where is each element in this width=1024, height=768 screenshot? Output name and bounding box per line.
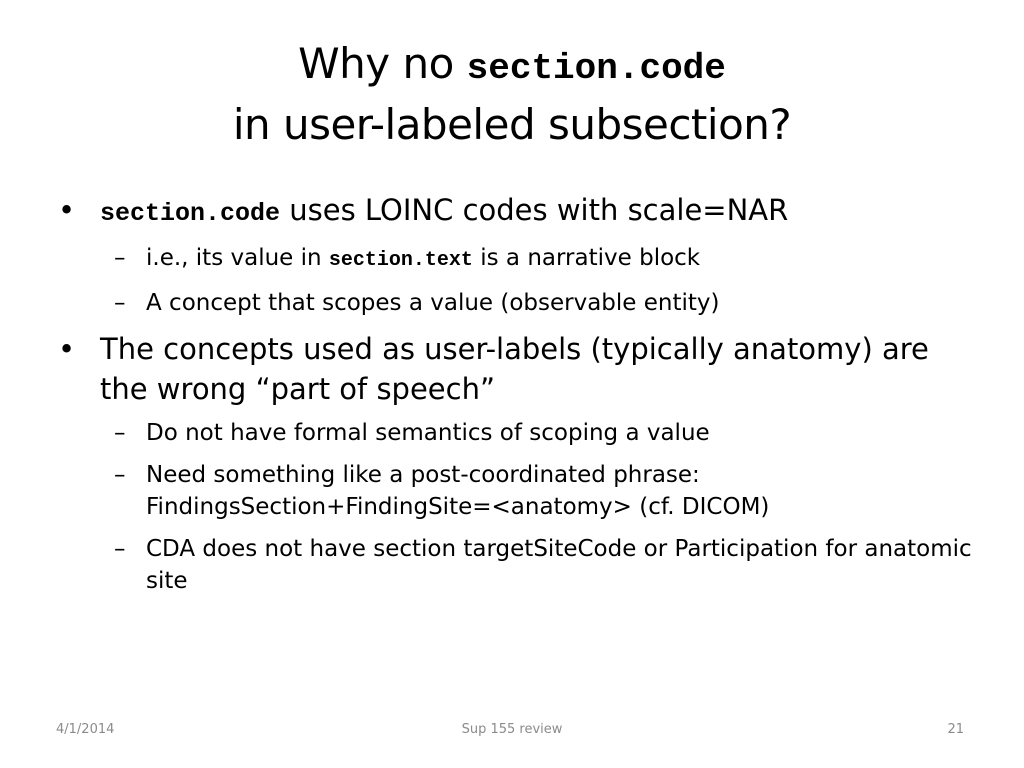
title-code: section.code <box>466 48 726 89</box>
bullet-code: section.code <box>100 199 281 228</box>
bullet-item-2 <box>56 329 976 409</box>
dash-marker: – <box>114 420 126 446</box>
title-line-1 <box>0 36 1024 97</box>
footer-date: 4/1/2014 <box>56 722 115 737</box>
bullet-text: uses LOINC codes with scale=NAR <box>280 193 789 227</box>
sub-bullet-2-3 <box>56 533 976 597</box>
bullet-text: The concepts used as user-labels (typically anatomy) are the wrong “part of speech” <box>100 332 929 406</box>
sub-bullet-1-2 <box>56 287 976 319</box>
sub-bullet-code: section.text <box>328 249 473 272</box>
bullet-list <box>56 190 976 607</box>
sub-bullet-line-2: FindingsSection+FindingSite=<anatomy> (cf. DICOM) <box>146 494 770 520</box>
title-line-2: in user-labeled subsection? <box>232 100 792 149</box>
title-prefix: Why no <box>298 39 467 88</box>
sub-bullet-2-1 <box>56 417 976 449</box>
footer-page-number: 21 <box>947 722 964 737</box>
bullet-marker: • <box>58 193 76 227</box>
slide-title <box>0 36 1024 153</box>
sub-bullet-text: Do not have formal semantics of scoping a value <box>146 420 710 446</box>
sub-bullet-line-1: Need something like a post-coordinated phrase: <box>146 462 700 488</box>
sub-bullet-1-1 <box>56 242 976 277</box>
footer-title: Sup 155 review <box>461 722 563 737</box>
sub-bullet-suffix: is a narrative block <box>472 245 701 271</box>
bullet-item-1 <box>56 190 976 234</box>
dash-marker: – <box>114 245 126 271</box>
bullet-marker: • <box>58 332 76 366</box>
sub-bullet-2-2 <box>56 459 976 523</box>
sub-bullet-text: CDA does not have section targetSiteCode or Participation for anatomic site <box>146 536 972 594</box>
sub-bullet-prefix: i.e., its value in <box>146 245 329 271</box>
dash-marker: – <box>114 536 126 562</box>
dash-marker: – <box>114 462 126 488</box>
sub-bullet-text: A concept that scopes a value (observable entity) <box>146 290 720 316</box>
dash-marker: – <box>114 290 126 316</box>
